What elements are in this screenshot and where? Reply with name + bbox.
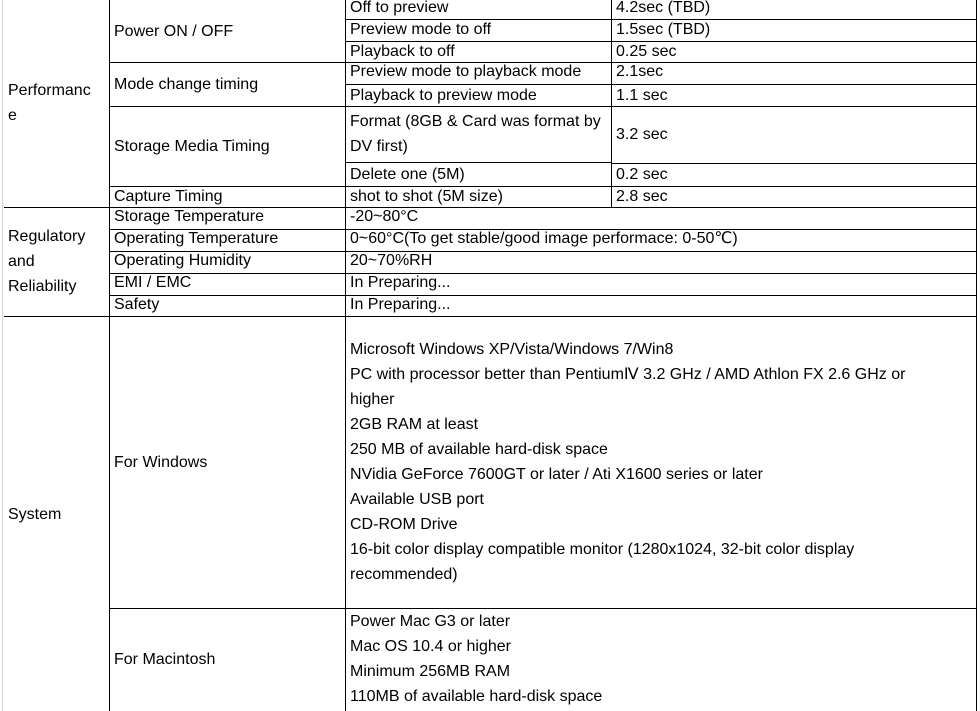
windows-req-line: PC with processor better than PentiumⅣ 3.2 GHz / AMD Athlon FX 2.6 GHz or [350, 366, 906, 383]
power-item-3: Playback to off [350, 43, 455, 60]
row-border [110, 106, 977, 107]
windows-req-line: 2GB RAM at least [350, 416, 479, 433]
capture-item-1: shot to shot (5M size) [350, 188, 503, 205]
section-label-line: Regulatory [8, 228, 86, 245]
section-label-line: Reliability [8, 278, 77, 295]
mode-change-label: Mode change timing [114, 75, 259, 93]
safety-label: Safety [114, 296, 160, 313]
column-border [611, 0, 612, 208]
row-border [110, 273, 977, 274]
storage-temp-value: -20~80°C [350, 208, 419, 225]
operating-humidity-label: Operating Humidity [114, 252, 251, 269]
row-border [346, 186, 977, 187]
storage-temp-label: Storage Temperature [114, 208, 265, 225]
windows-req-line: recommended) [350, 566, 458, 583]
power-item-2: Preview mode to off [350, 21, 492, 38]
section-border [4, 316, 977, 317]
storage-value-2: 0.2 sec [616, 166, 668, 183]
mode-value-2: 1.1 sec [616, 87, 668, 104]
section-performance [4, 0, 108, 206]
safety-value: In Preparing... [350, 296, 451, 313]
power-value-3: 0.25 sec [616, 43, 677, 60]
windows-req-line: Available USB port [350, 491, 484, 508]
storage-value-1: 3.2 sec [616, 125, 668, 143]
grid-line [2, 0, 3, 711]
row-border [110, 608, 977, 609]
row-border [346, 162, 612, 163]
mac-req-line: Minimum 256MB RAM [350, 663, 511, 680]
for-windows-label: For Windows [114, 454, 208, 471]
power-item-1: Off to preview [350, 0, 449, 16]
section-system: System [8, 505, 62, 523]
windows-req-line: NVidia GeForce 7600GT or later / Ati X1600 series or later [350, 466, 763, 483]
power-value-1: 4.2sec (TBD) [616, 0, 711, 16]
row-border [346, 84, 977, 85]
mode-item-1: Preview mode to playback mode [350, 63, 582, 80]
mode-value-1: 2.1sec [616, 63, 664, 80]
windows-req-line: 16-bit color display compatible monitor (1280x1024, 32-bit color display [350, 541, 855, 558]
operating-temp-label: Operating Temperature [114, 230, 279, 247]
operating-temp-value: 0~60°C(To get stable/good image performace: 0-50℃) [350, 230, 738, 247]
section-border [4, 207, 977, 208]
operating-humidity-value: 20~70%RH [350, 252, 433, 269]
capture-timing-label: Capture Timing [114, 188, 223, 205]
windows-req-line: higher [350, 391, 395, 408]
row-border [110, 251, 977, 252]
mode-item-2: Playback to preview mode [350, 87, 537, 104]
row-border [110, 229, 977, 230]
emi-emc-label: EMI / EMC [114, 274, 192, 291]
windows-requirements [346, 337, 978, 587]
windows-req-line: CD-ROM Drive [350, 516, 458, 533]
mac-req-line: Power Mac G3 or later [350, 613, 511, 630]
capture-value-1: 2.8 sec [616, 188, 668, 205]
row-border [110, 186, 346, 187]
row-border [346, 19, 977, 20]
windows-req-line: Microsoft Windows XP/Vista/Windows 7/Win8 [350, 341, 674, 358]
power-value-2: 1.5sec (TBD) [616, 21, 711, 38]
section-label-line: e [8, 107, 17, 124]
row-border [110, 62, 977, 63]
windows-req-line: 250 MB of available hard-disk space [350, 441, 608, 458]
for-macintosh-label: For Macintosh [114, 650, 216, 668]
storage-item-1: Format (8GB & Card was format by DV first) [350, 113, 601, 155]
mac-req-line: 110MB of available hard-disk space [350, 688, 603, 705]
section-label-line: and [8, 253, 35, 270]
section-label-line: Performanc [8, 82, 91, 99]
emi-emc-value: In Preparing... [350, 274, 451, 291]
storage-media-label: Storage Media Timing [114, 137, 270, 155]
mac-requirements [346, 609, 978, 711]
row-border [110, 295, 977, 296]
row-border [346, 41, 977, 42]
mac-req-line: Mac OS 10.4 or higher [350, 638, 511, 655]
row-border [612, 163, 977, 164]
power-on-off-label: Power ON / OFF [114, 22, 234, 40]
section-regulatory [4, 207, 108, 316]
storage-item-2: Delete one (5M) [350, 166, 465, 183]
